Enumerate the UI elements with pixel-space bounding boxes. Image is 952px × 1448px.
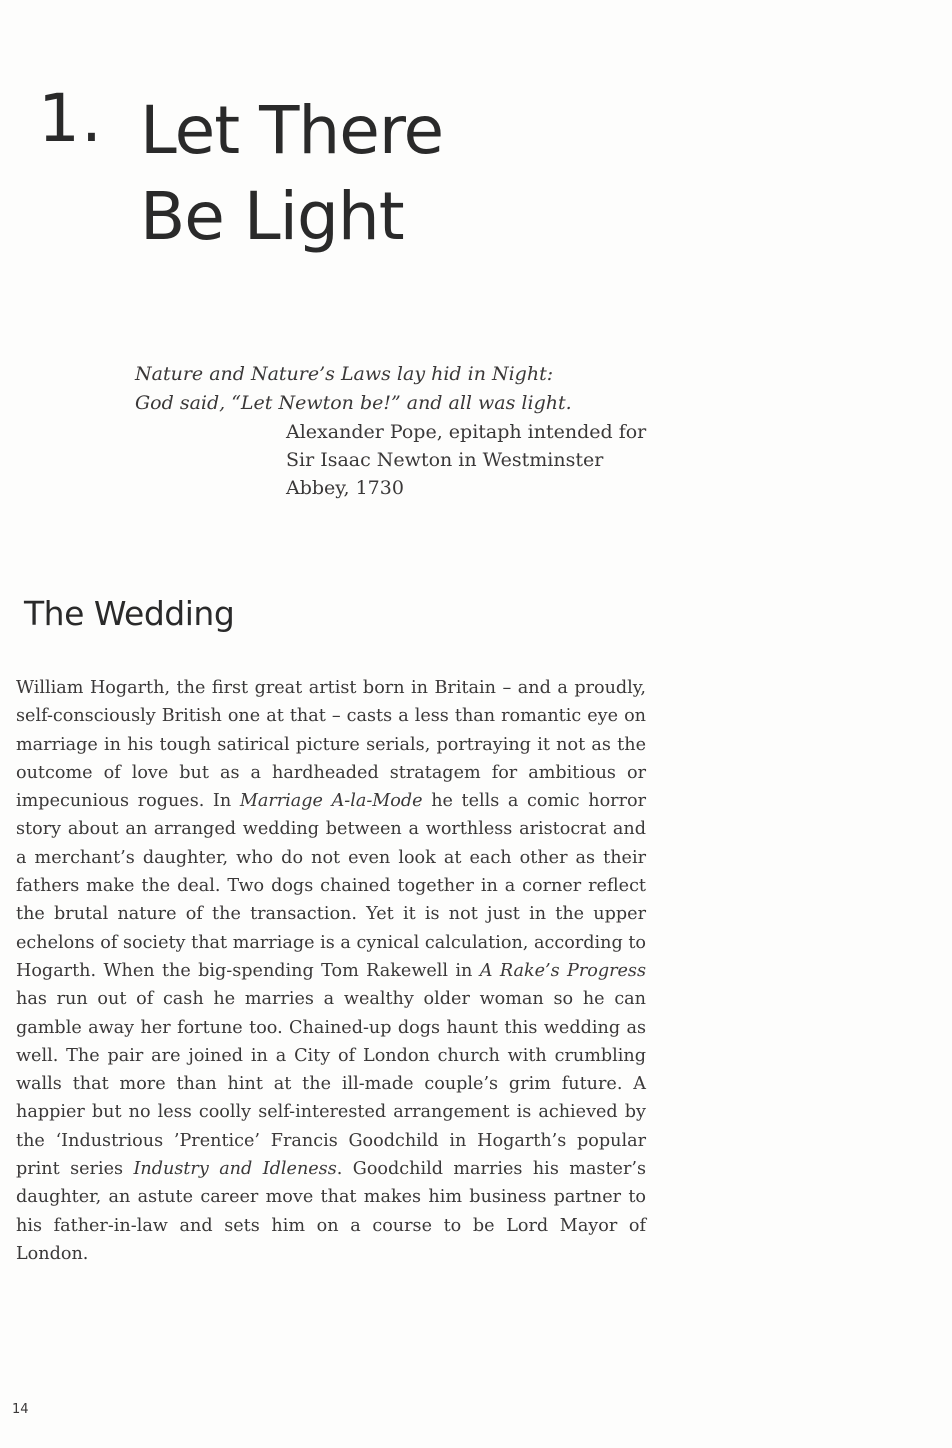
epigraph-verse <box>135 360 655 418</box>
artwork-title: Industry and Idleness <box>133 1159 337 1180</box>
paragraph-text: William Hogarth, the first great artist born in Britain – and a proudly, self-consciously British one at that – casts a less than romantic eye on marriage in his tough satirical picture serials, portraying it not as the outcome of love but as a hardheaded stratagem for ambitious or impecunious rogues. In <box>16 678 646 812</box>
paragraph-text: he tells a comic horror story about an arranged wedding between a worthless aristocrat and a merchant’s daughter, who do not even look at each other as their fathers make the deal. Two dogs chained together in a corner reflect the brutal nature of the transaction. Yet it is not just in the upper echelons of society that marriage is a cynical calculation, according to Hogarth. When the big-spending Tom Rakewell in <box>16 791 646 981</box>
chapter-title-line: Let There <box>140 92 444 169</box>
epigraph-verse-line: Nature and Nature’s Laws lay hid in Night: <box>135 363 554 385</box>
attribution-line: Abbey, 1730 <box>286 477 404 499</box>
artwork-title: Marriage A-la-Mode <box>239 791 423 812</box>
attribution-line: Sir Isaac Newton in Westminster <box>286 449 604 471</box>
paragraph-text: has run out of cash he marries a wealthy older woman so he can gamble away her fortune too. Chained-up dogs haunt this wedding as well. The pair are joined in a City of London church with crumbling walls that more than hint at the ill-made couple’s grim future. A happier but no less coolly self-interested arrangement is achieved by the ‘Industrious ’Prentice’ Francis Goodchild in Hogarth’s popular print series <box>16 989 646 1180</box>
epigraph <box>135 360 655 502</box>
epigraph-verse-line: God said, “Let Newton be!” and all was light. <box>135 392 572 414</box>
chapter-title-line: Be Light <box>140 178 404 255</box>
epigraph-attribution <box>286 418 655 502</box>
paragraph-text: . Goodchild marries his master’s daughter, an astute career move that makes him business partner to his father-in-law and sets him on a course to be Lord Mayor of London. <box>16 1159 646 1264</box>
chapter-title <box>140 88 443 260</box>
chapter-number: 1. <box>38 80 103 157</box>
body-paragraph <box>16 674 646 1268</box>
section-heading: The Wedding <box>24 594 235 633</box>
attribution-line: Alexander Pope, epitaph intended for <box>286 421 647 443</box>
page-number: 14 <box>12 1402 29 1417</box>
artwork-title: A Rake’s Progress <box>479 960 646 981</box>
